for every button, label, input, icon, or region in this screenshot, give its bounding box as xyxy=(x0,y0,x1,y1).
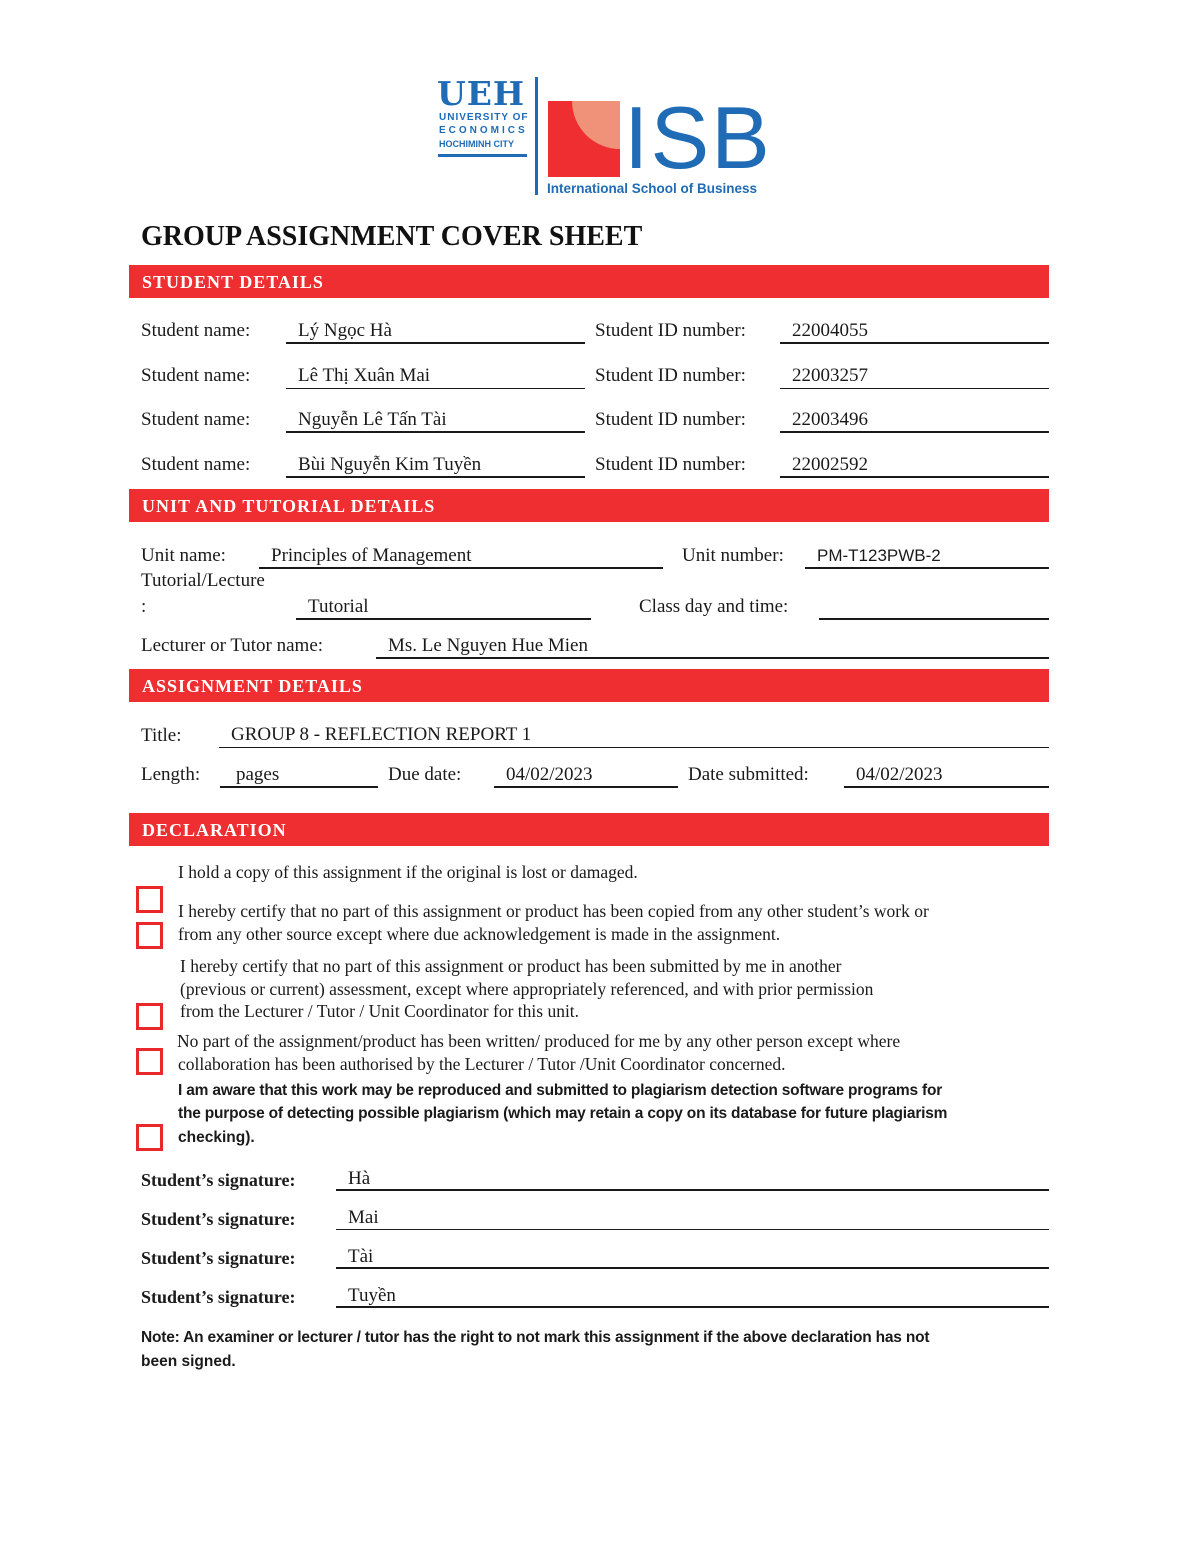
tutorial-lecture-field[interactable]: Tutorial xyxy=(296,596,591,620)
student-id-label: Student ID number: xyxy=(595,409,746,430)
length-field[interactable]: pages xyxy=(220,764,378,788)
signature-field[interactable]: Mai xyxy=(336,1208,1049,1230)
declaration-text: I hereby certify that no part of this assignment or product has been copied from any other student’s work or xyxy=(178,901,929,921)
student-name-label: Student name: xyxy=(141,320,251,341)
lecturer-field[interactable]: Ms. Le Nguyen Hue Mien xyxy=(376,635,1049,659)
signature-label: Student’s signature: xyxy=(141,1170,296,1190)
ueh-logo-underline xyxy=(438,154,527,157)
declaration-checkbox[interactable] xyxy=(136,922,163,949)
student-name-field[interactable]: Bùi Nguyễn Kim Tuyền xyxy=(286,454,585,478)
ueh-logo-line2: ECONOMICS xyxy=(439,125,528,136)
tutorial-lecture-colon: : xyxy=(141,596,147,617)
declaration-header: DECLARATION xyxy=(129,813,1049,846)
declaration-text: collaboration has been authorised by the Lecturer / Tutor /Unit Coordinator concerned. xyxy=(178,1054,786,1074)
declaration-text: (previous or current) assessment, except where appropriately referenced, and with prior permission xyxy=(180,979,874,999)
signature-field[interactable]: Hà xyxy=(336,1169,1049,1191)
declaration-checkbox[interactable] xyxy=(136,1048,163,1075)
student-id-field[interactable]: 22003496 xyxy=(780,409,1049,433)
declaration-checkbox[interactable] xyxy=(136,1124,163,1151)
class-day-field[interactable] xyxy=(819,596,1049,620)
unit-details-header: UNIT AND TUTORIAL DETAILS xyxy=(129,489,1049,522)
student-id-field[interactable]: 22002592 xyxy=(780,454,1049,478)
lecturer-label: Lecturer or Tutor name: xyxy=(141,635,324,656)
student-id-field[interactable]: 22004055 xyxy=(780,320,1049,344)
note-text: Note: An examiner or lecturer / tutor has the right to not mark this assignment if the above declaration has not xyxy=(141,1329,930,1346)
declaration-text: the purpose of detecting possible plagiarism (which may retain a copy on its database for future plagiarism xyxy=(178,1105,948,1122)
title-label: Title: xyxy=(141,725,182,746)
isb-logo-title: ISB xyxy=(624,88,772,187)
page-title: GROUP ASSIGNMENT COVER SHEET xyxy=(141,221,643,252)
signature-field[interactable]: Tuyền xyxy=(336,1286,1049,1308)
student-id-label: Student ID number: xyxy=(595,320,746,341)
declaration-text: checking). xyxy=(178,1129,255,1146)
due-date-label: Due date: xyxy=(388,764,462,785)
tutorial-lecture-label: Tutorial/Lecture xyxy=(141,570,265,591)
declaration-text: from any other source except where due acknowledgement is made in the assignment. xyxy=(178,924,781,944)
student-name-label: Student name: xyxy=(141,365,251,386)
student-id-field[interactable]: 22003257 xyxy=(780,365,1049,389)
student-id-label: Student ID number: xyxy=(595,365,746,386)
declaration-text: I hold a copy of this assignment if the original is lost or damaged. xyxy=(178,862,638,882)
declaration-text: from the Lecturer / Tutor / Unit Coordinator for this unit. xyxy=(180,1001,580,1021)
declaration-checkbox[interactable] xyxy=(136,886,163,913)
class-day-label: Class day and time: xyxy=(639,596,789,617)
isb-logo-subtitle: International School of Business xyxy=(547,181,758,196)
title-field[interactable]: GROUP 8 - REFLECTION REPORT 1 xyxy=(219,724,1049,748)
signature-label: Student’s signature: xyxy=(141,1209,296,1229)
declaration-text: I hereby certify that no part of this assignment or product has been submitted by me in another xyxy=(180,956,842,976)
student-id-label: Student ID number: xyxy=(595,454,746,475)
declaration-checkbox[interactable] xyxy=(136,1003,163,1030)
unit-number-field[interactable]: PM-T123PWB-2 xyxy=(805,545,1049,569)
isb-emblem-icon xyxy=(548,101,620,177)
student-name-field[interactable]: Lê Thị Xuân Mai xyxy=(286,365,585,389)
date-submitted-label: Date submitted: xyxy=(688,764,809,785)
note-text-continued: been signed. xyxy=(141,1353,236,1370)
assignment-details-header: ASSIGNMENT DETAILS xyxy=(129,669,1049,702)
unit-name-label: Unit name: xyxy=(141,545,226,566)
length-label: Length: xyxy=(141,764,201,785)
due-date-field[interactable]: 04/02/2023 xyxy=(494,764,678,788)
ueh-logo-title: UEH xyxy=(437,74,526,113)
unit-name-field[interactable]: Principles of Management xyxy=(259,545,663,569)
declaration-text: I am aware that this work may be reproduced and submitted to plagiarism detection software programs for xyxy=(178,1082,943,1099)
declaration-text: No part of the assignment/product has been written/ produced for me by any other person except where xyxy=(177,1031,901,1051)
signature-field[interactable]: Tài xyxy=(336,1247,1049,1269)
logo-divider xyxy=(535,77,538,195)
ueh-logo-line3: HOCHIMINH CITY xyxy=(439,139,514,149)
student-name-field[interactable]: Nguyễn Lê Tấn Tài xyxy=(286,409,585,433)
student-name-label: Student name: xyxy=(141,409,251,430)
unit-number-label: Unit number: xyxy=(682,545,784,566)
student-name-label: Student name: xyxy=(141,454,251,475)
signature-label: Student’s signature: xyxy=(141,1287,296,1307)
student-details-header: STUDENT DETAILS xyxy=(129,265,1049,298)
ueh-logo-line1: UNIVERSITY OF xyxy=(439,112,529,123)
date-submitted-field[interactable]: 04/02/2023 xyxy=(844,764,1049,788)
signature-label: Student’s signature: xyxy=(141,1248,296,1268)
student-name-field[interactable]: Lý Ngọc Hà xyxy=(286,320,585,344)
